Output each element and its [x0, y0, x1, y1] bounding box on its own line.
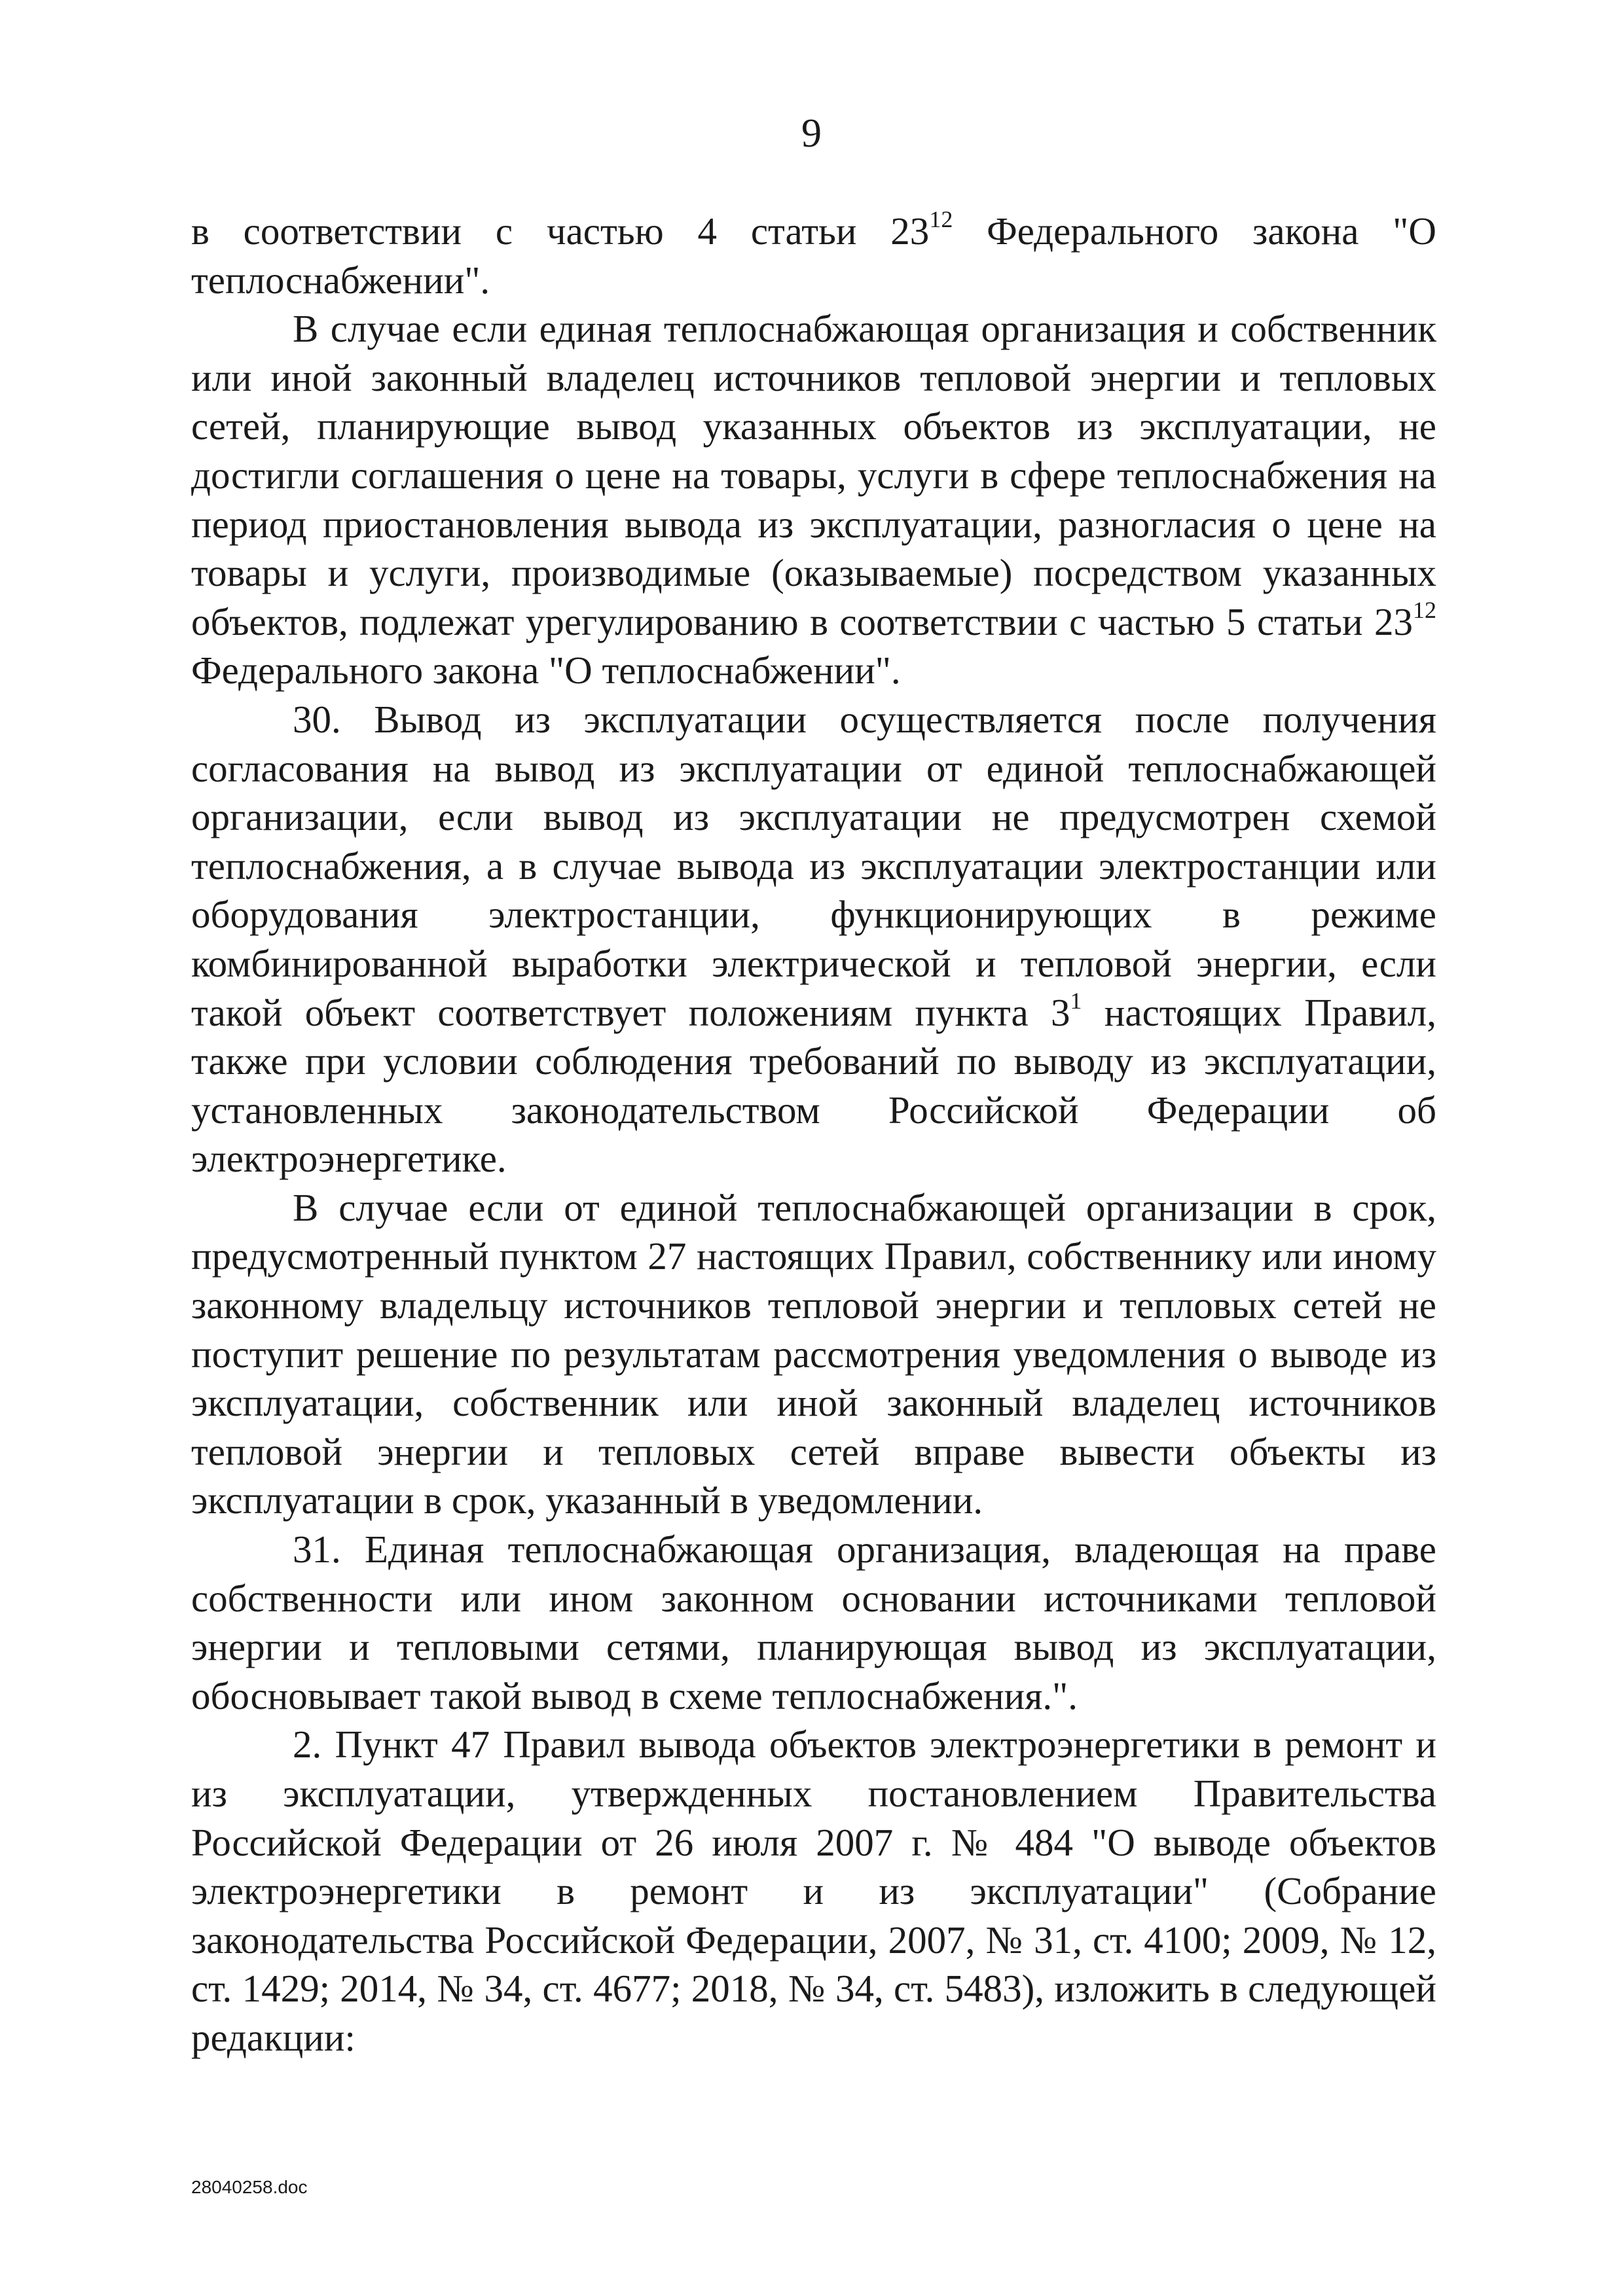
paragraph-2-text-end: Федерального закона "О теплоснабжении".	[191, 649, 901, 692]
paragraph-item-31: 31. Единая теплоснабжающая организация, владеющая на праве собственности или ином законном основании источниками тепловой энергии и тепловыми сетями, планирующая вывод из эксплуатации, обосновывает такой вывод в схеме теплоснабжения.".	[191, 1528, 1436, 1717]
superscript: 12	[1413, 596, 1436, 623]
superscript: 1	[1070, 987, 1082, 1014]
paragraph-3-text: 30. Вывод из эксплуатации осуществляется после получения согласования на вывод из эксплуатации от единой теплоснабжающей организации, если вывод из эксплуатации не предусмотрен схемой теплоснабжения, а в случае вывода из эксплуатации электростанции или оборудования электростанции, функционирующих в режиме комбинированной выработки электрической и тепловой энергии, если такой объект соответствует положениям пункта 3	[191, 697, 1436, 1034]
paragraph-item-30	[191, 695, 1436, 1183]
paragraph-2-text: В случае если единая теплоснабжающая организация и собственник или иной законный владелец источников тепловой энергии и тепловых сетей, планирующие вывод указанных объектов из эксплуатации, не достигли соглашения о цене на товары, услуги в сфере теплоснабжения на период приостановления вывода из эксплуатации, разногласия о цене на товары и услуги, производимые (оказываемые) посредством указанных объектов, подлежат урегулированию в соответствии с частью 5 статьи 23	[191, 307, 1436, 643]
superscript: 12	[929, 206, 953, 232]
paragraph-3-text-end: настоящих Правил, также при условии соблюдения требований по выводу из эксплуатации, установленных законодательством Российской Федерации об электроэнергетике.	[191, 990, 1436, 1181]
paragraph-item-2: 2. Пункт 47 Правил вывода объектов электроэнергетики в ремонт и из эксплуатации, утвержденных постановлением Правительства Российской Федерации от 26 июля 2007 г. № 484 "О выводе объектов электроэнергетики в ремонт и из эксплуатации" (Собрание законодательства Российской Федерации, 2007, № 31, ст. 4100; 2009, № 12, ст. 1429; 2014, № 34, ст. 4677; 2018, № 34, ст. 5483), изложить в следующей редакции:	[191, 1723, 1436, 2059]
file-code: 28040258.doc	[191, 2177, 308, 2197]
paragraph-2	[191, 304, 1436, 695]
page-number: 9	[801, 111, 822, 156]
document-body	[191, 207, 1436, 2062]
paragraph-1-text-end: Федерального закона "О теплоснабжении".	[191, 209, 1436, 302]
paragraph-4: В случае если от единой теплоснабжающей организации в срок, предусмотренный пунктом 27 настоящих Правил, собственнику или иному законному владельцу источников тепловой энергии и тепловых сетей не поступит решение по результатам рассмотрения уведомления о выводе из эксплуатации, собственник или иной законный владелец источников тепловой энергии и тепловых сетей вправе вывести объекты из эксплуатации в срок, указанный в уведомлении.	[191, 1185, 1436, 1522]
paragraph-1	[191, 207, 1436, 304]
paragraph-1-text: в соответствии с частью 4 статьи 23	[191, 209, 930, 253]
